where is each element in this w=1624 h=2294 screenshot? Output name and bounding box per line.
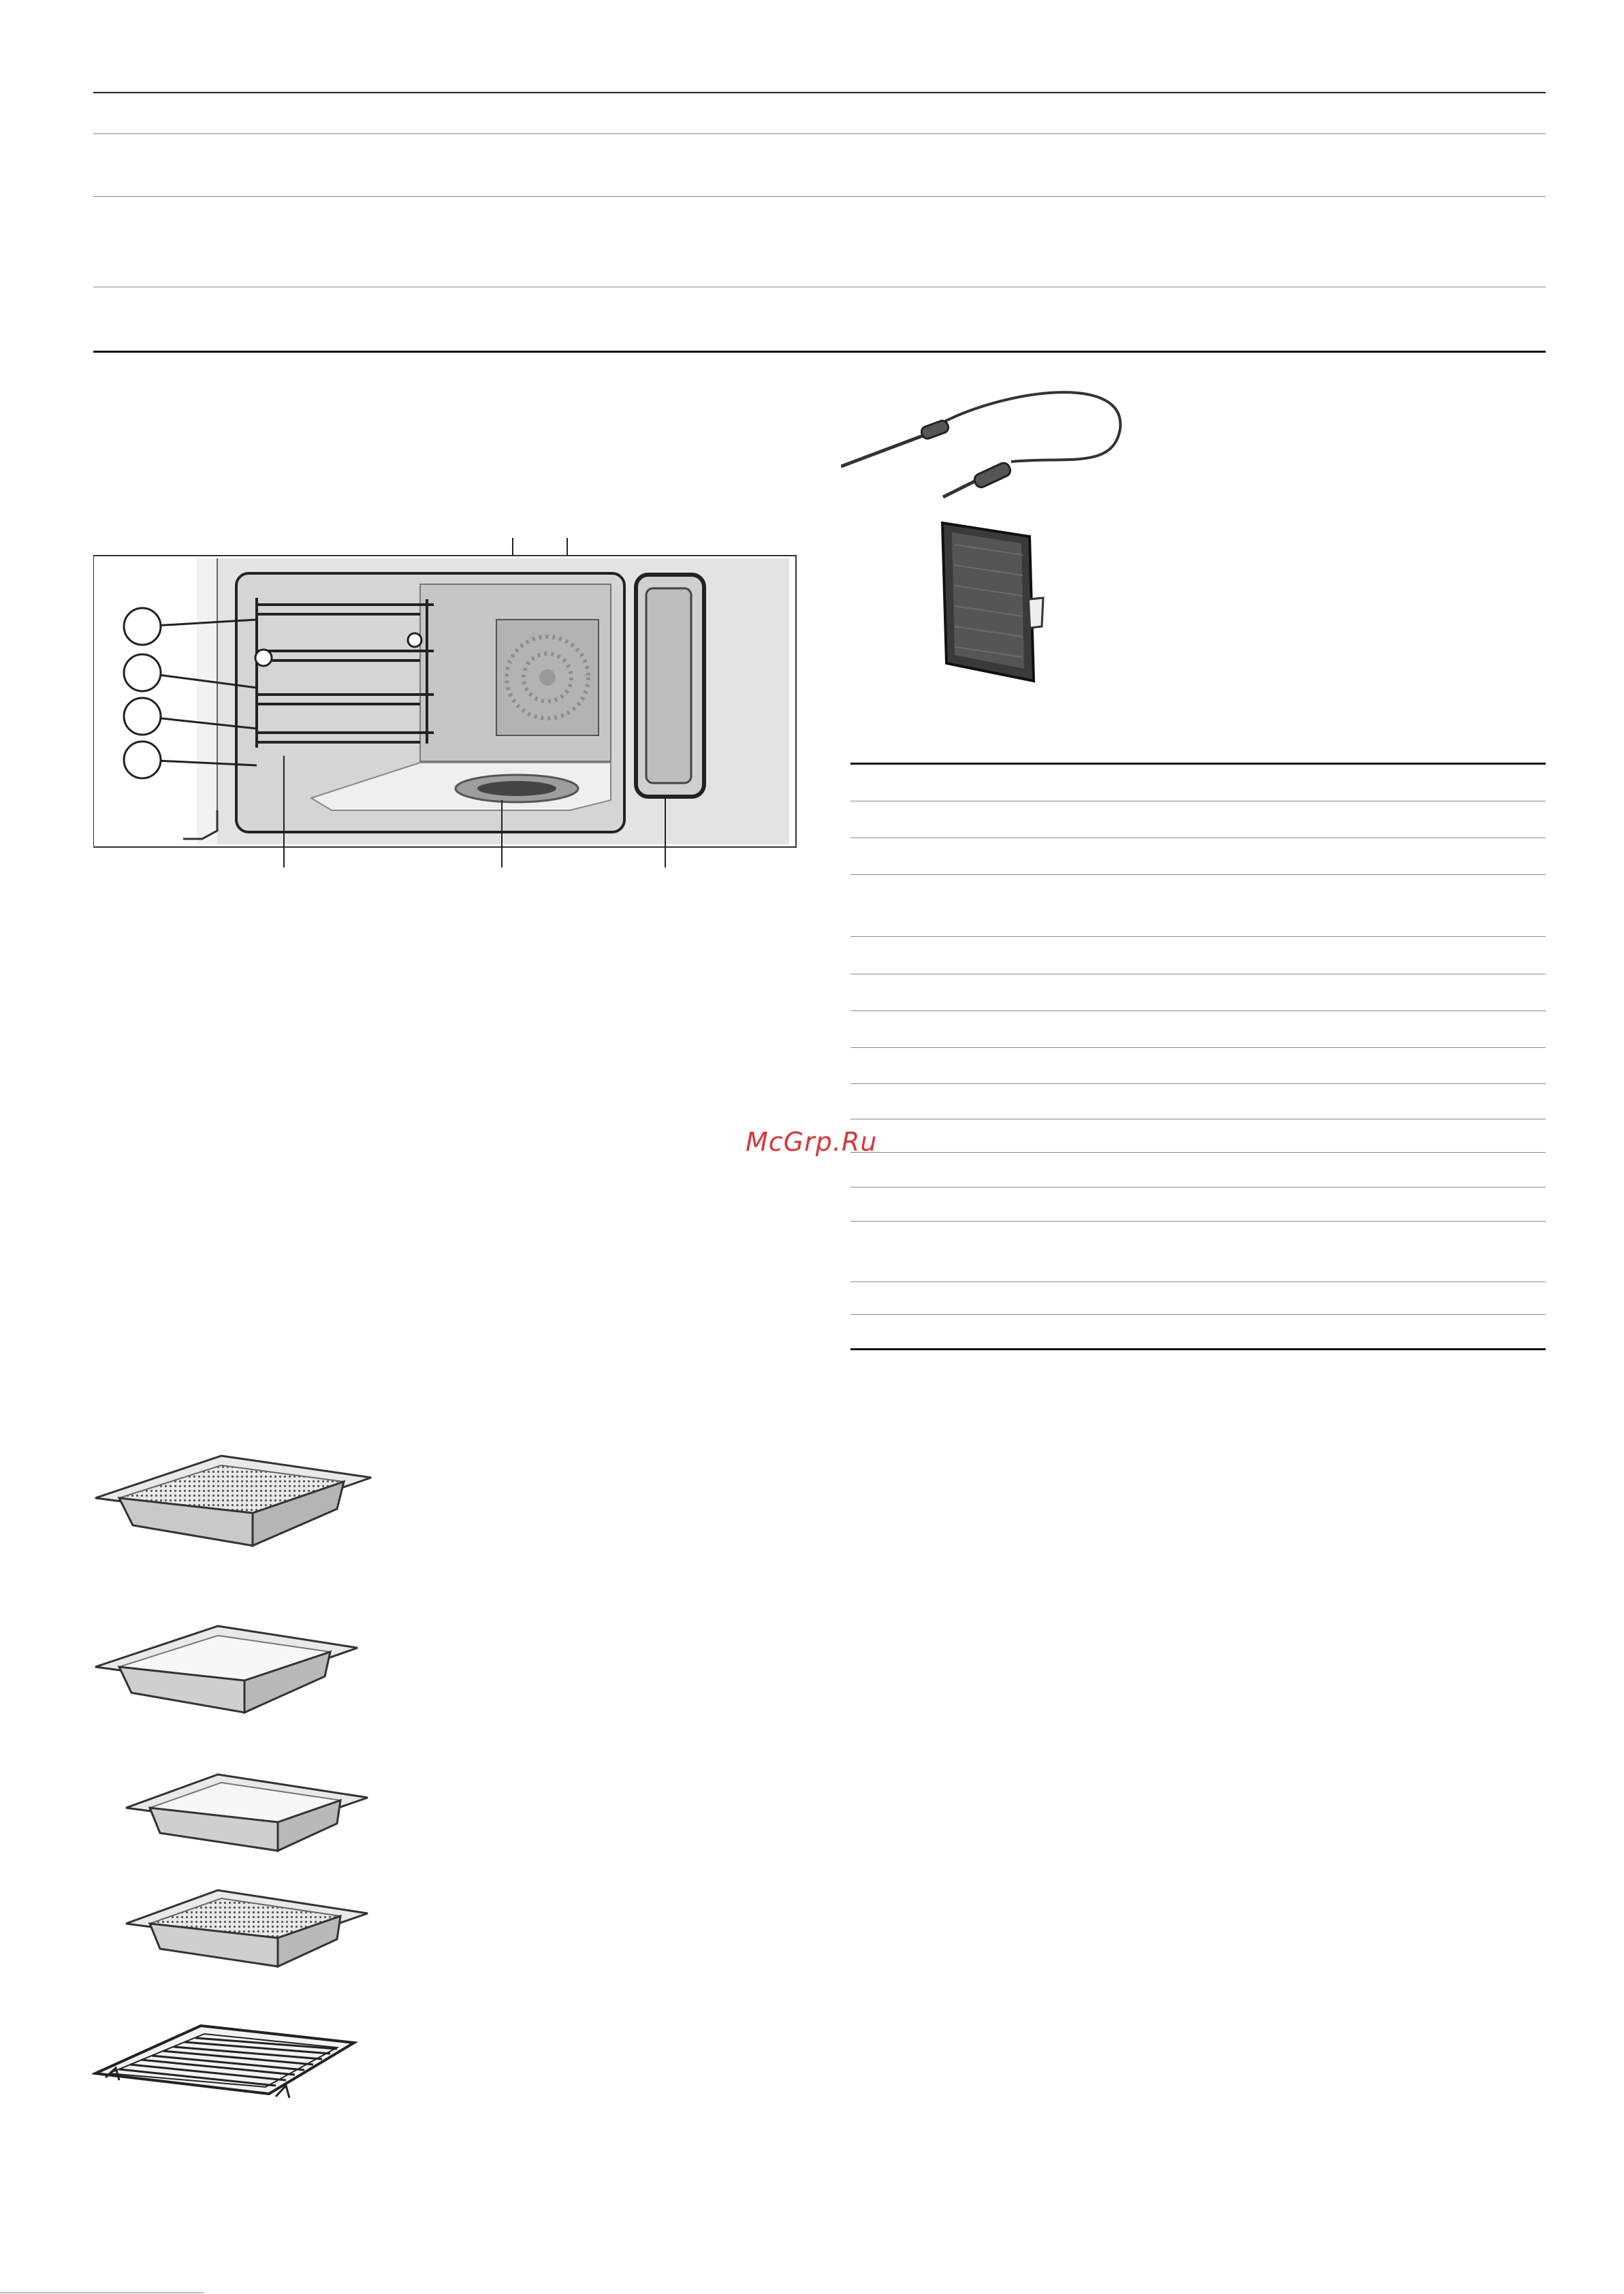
accessory-table-rule — [850, 1152, 1546, 1153]
grease-filter-figure — [934, 517, 1057, 688]
watermark-text: McGrp.Ru — [746, 1127, 878, 1157]
wire-rack-icon — [92, 2012, 361, 2104]
solid-cooking-container-icon — [92, 1621, 361, 1726]
accessory-table-rule — [850, 1314, 1546, 1315]
accessory-table-rule-bottom — [850, 1348, 1546, 1350]
top-table-rule-2 — [93, 133, 1546, 134]
top-table-rule-1 — [93, 92, 1546, 93]
accessory-table-rule — [850, 936, 1546, 937]
accessory-table-rule — [850, 874, 1546, 875]
solid-cooking-container-small-icon — [123, 1770, 371, 1859]
accessory-table-rule — [850, 1281, 1546, 1282]
accessory-table-rule-top — [850, 763, 1546, 765]
perforated-cooking-container-small-icon — [123, 1886, 371, 1975]
footer-mark — [0, 2292, 204, 2293]
meat-probe-figure — [841, 381, 1134, 504]
perforated-cooking-container-icon — [92, 1450, 375, 1559]
accessory-table-rule — [850, 1187, 1546, 1188]
top-table-rule-3 — [93, 196, 1546, 197]
oven-interior-figure — [93, 531, 799, 872]
accessory-table-rule — [850, 1221, 1546, 1222]
accessory-table-rule — [850, 1047, 1546, 1048]
accessory-table-rule — [850, 1010, 1546, 1011]
top-table-rule-bottom — [93, 351, 1546, 353]
accessory-table-rule — [850, 1083, 1546, 1084]
